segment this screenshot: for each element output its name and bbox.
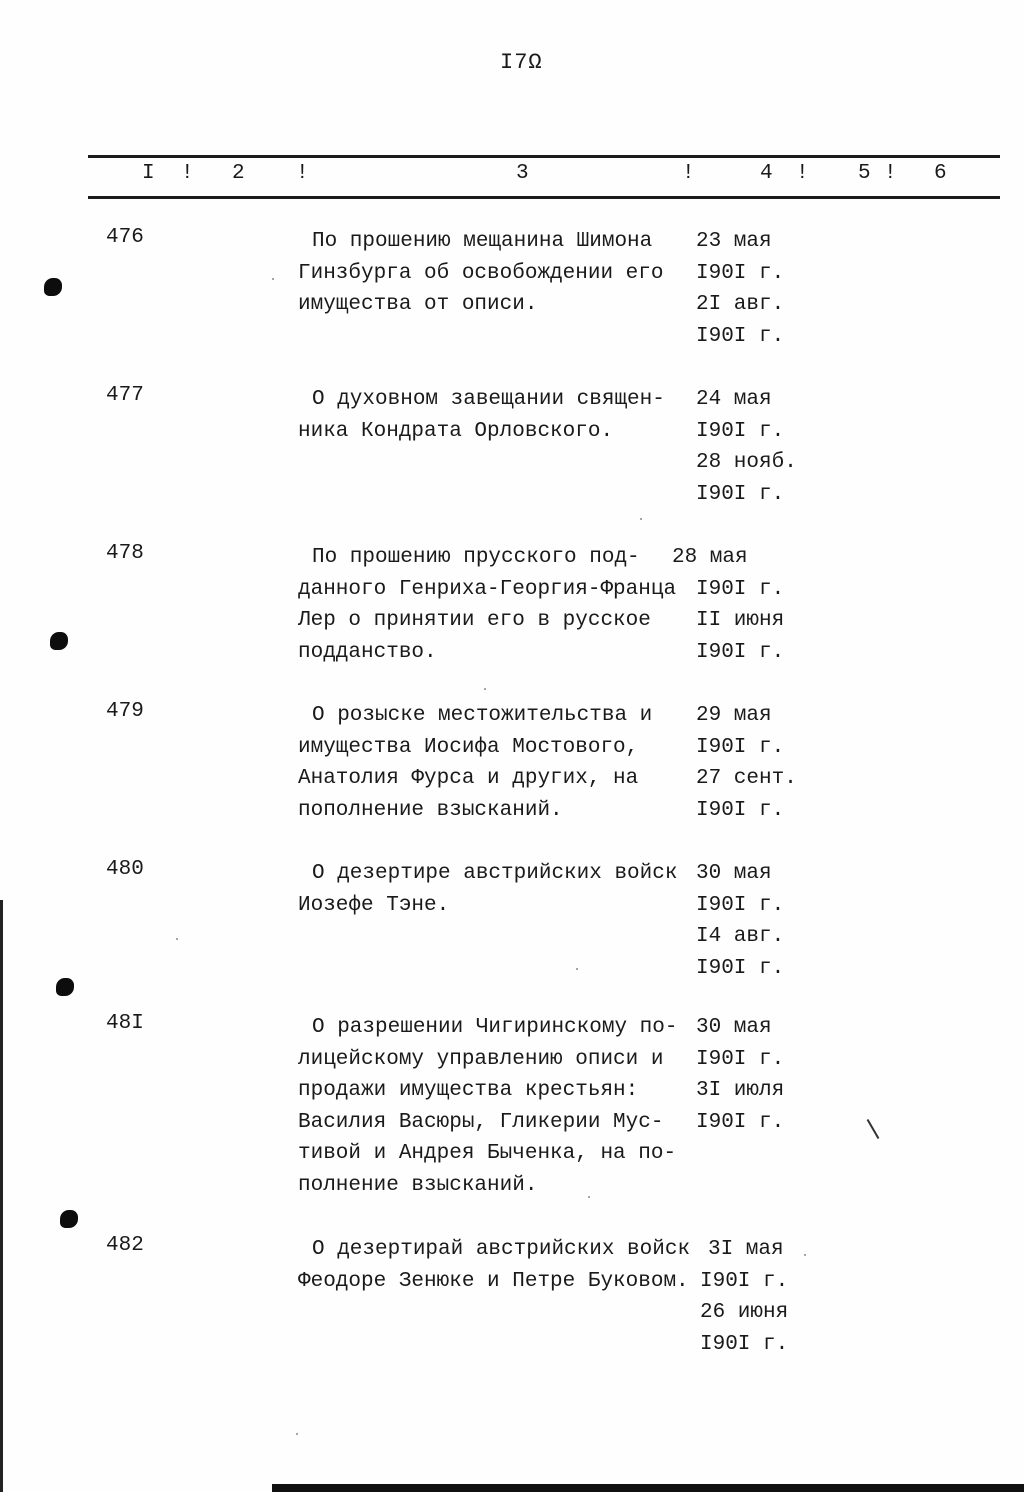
entry-dates [696, 384, 797, 510]
date-start-year: I90I г. [696, 1047, 785, 1071]
entry-dates [696, 700, 797, 826]
column-header-6: 6 [934, 162, 947, 185]
description-line: Лер о принятии его в русское [298, 609, 651, 632]
column-header-4: 4 [760, 162, 773, 185]
date-start-day: 3I мая [708, 1238, 784, 1261]
date-end-year: I90I г. [696, 324, 785, 348]
description-line: Гинзбурга об освобождении его [298, 261, 664, 285]
date-start-day: 24 мая [696, 388, 772, 411]
scan-speck [640, 518, 642, 520]
date-end-year: I90I г. [696, 956, 785, 980]
pen-stroke-mark [867, 1119, 880, 1139]
date-start-day: 29 мая [696, 704, 772, 727]
description-line: По прошению прусского под- [312, 546, 640, 569]
entry-number: 480 [106, 858, 144, 881]
column-separator: ! [181, 162, 194, 185]
scan-speck [296, 1433, 298, 1435]
description-line: О разрешении Чигиринскому по- [312, 1016, 678, 1039]
scan-speck [176, 938, 178, 940]
entry-dates [696, 1012, 784, 1138]
description-line: данного Генриха-Георгия-Франца [298, 577, 677, 601]
entry-description [298, 1012, 698, 1201]
date-end-year: I90I г. [696, 1110, 785, 1134]
scan-speck [588, 1196, 590, 1198]
column-header-1: I [142, 162, 155, 185]
date-start-day: 28 мая [672, 546, 748, 569]
entry-number: 476 [106, 226, 144, 249]
date-end-day: 28 нояб. [696, 451, 797, 474]
date-end-day: 26 июня [700, 1301, 789, 1324]
description-line: Иозефе Тэне. [298, 893, 450, 917]
scan-speck [576, 968, 578, 970]
date-end-day: 2I авг. [696, 293, 785, 316]
binding-hole-mark [56, 978, 74, 996]
entry-description [298, 700, 698, 826]
description-line: продажи имущества крестьян: [298, 1079, 639, 1102]
header-rule-top [88, 155, 1000, 158]
table-header [0, 162, 1024, 192]
footer-rule [272, 1484, 1024, 1492]
scan-speck [804, 1254, 806, 1256]
description-line: имущества Иосифа Мостового, [298, 735, 639, 759]
date-start-year: I90I г. [700, 1269, 789, 1293]
entry-description [298, 1234, 718, 1297]
date-end-year: I90I г. [696, 640, 785, 664]
entry-dates [672, 542, 784, 668]
description-line: Феодоре Зенюке и Петре Буковом. [298, 1269, 689, 1293]
entry-description [298, 542, 698, 668]
date-start-year: I90I г. [696, 893, 785, 917]
description-line: О дезертире австрийских войск [312, 862, 678, 885]
scan-speck [272, 278, 274, 280]
page-number: I7Ω [500, 50, 543, 75]
date-end-year: I90I г. [696, 482, 785, 506]
date-end-day: I4 авг. [696, 925, 785, 948]
description-line: Василия Васюры, Гликерии Мус- [298, 1110, 664, 1134]
description-line: пополнение взысканий. [298, 798, 563, 822]
entry-number: 479 [106, 700, 144, 723]
binding-hole-mark [44, 278, 62, 296]
column-separator: ! [682, 162, 695, 185]
description-line: имущества от описи. [298, 293, 538, 316]
entry-dates [696, 226, 784, 352]
entry-dates [700, 1234, 789, 1360]
description-line: подданство. [298, 640, 437, 664]
date-start-year: I90I г. [696, 261, 785, 285]
description-line: Анатолия Фурса и других, на [298, 767, 639, 790]
date-start-year: I90I г. [696, 577, 785, 601]
description-line: полнение взысканий. [298, 1173, 538, 1197]
description-line: О розыске местожительства и [312, 704, 653, 727]
entry-number: 482 [106, 1234, 144, 1257]
description-line: лицейскому управлению описи и [298, 1047, 664, 1071]
column-header-5: 5 [858, 162, 871, 185]
column-separator: ! [884, 162, 897, 185]
description-line: О духовном завещании священ- [312, 388, 665, 411]
entry-description [298, 226, 698, 321]
column-header-2: 2 [232, 162, 245, 185]
date-start-day: 23 мая [696, 230, 772, 253]
date-end-year: I90I г. [696, 798, 785, 822]
scan-speck [484, 688, 486, 690]
date-end-day: 27 сент. [696, 767, 797, 790]
description-line: О дезертирай австрийских войск [312, 1238, 691, 1261]
date-start-year: I90I г. [696, 735, 785, 759]
header-rule-bottom [88, 196, 1000, 199]
date-end-day: II июня [696, 609, 785, 632]
description-line: тивой и Андрея Быченка, на по- [298, 1142, 677, 1165]
entry-number: 478 [106, 542, 144, 565]
entry-number: 477 [106, 384, 144, 407]
date-start-day: 30 мая [696, 862, 772, 885]
date-start-year: I90I г. [696, 419, 785, 443]
binding-hole-mark [60, 1210, 78, 1228]
date-start-day: 30 мая [696, 1016, 772, 1039]
description-line: По прошению мещанина Шимона [312, 230, 653, 253]
column-separator: ! [296, 162, 309, 185]
date-end-day: 3I июля [696, 1079, 785, 1102]
binding-hole-mark [50, 632, 68, 650]
entry-dates [696, 858, 784, 984]
description-line: ника Кондрата Орловского. [298, 419, 614, 443]
entry-description [298, 384, 698, 447]
date-end-year: I90I г. [700, 1332, 789, 1356]
column-header-3: 3 [516, 162, 529, 185]
scan-edge [0, 900, 3, 1492]
entry-description [298, 858, 698, 921]
entry-number: 48I [106, 1012, 144, 1035]
column-separator: ! [796, 162, 809, 185]
